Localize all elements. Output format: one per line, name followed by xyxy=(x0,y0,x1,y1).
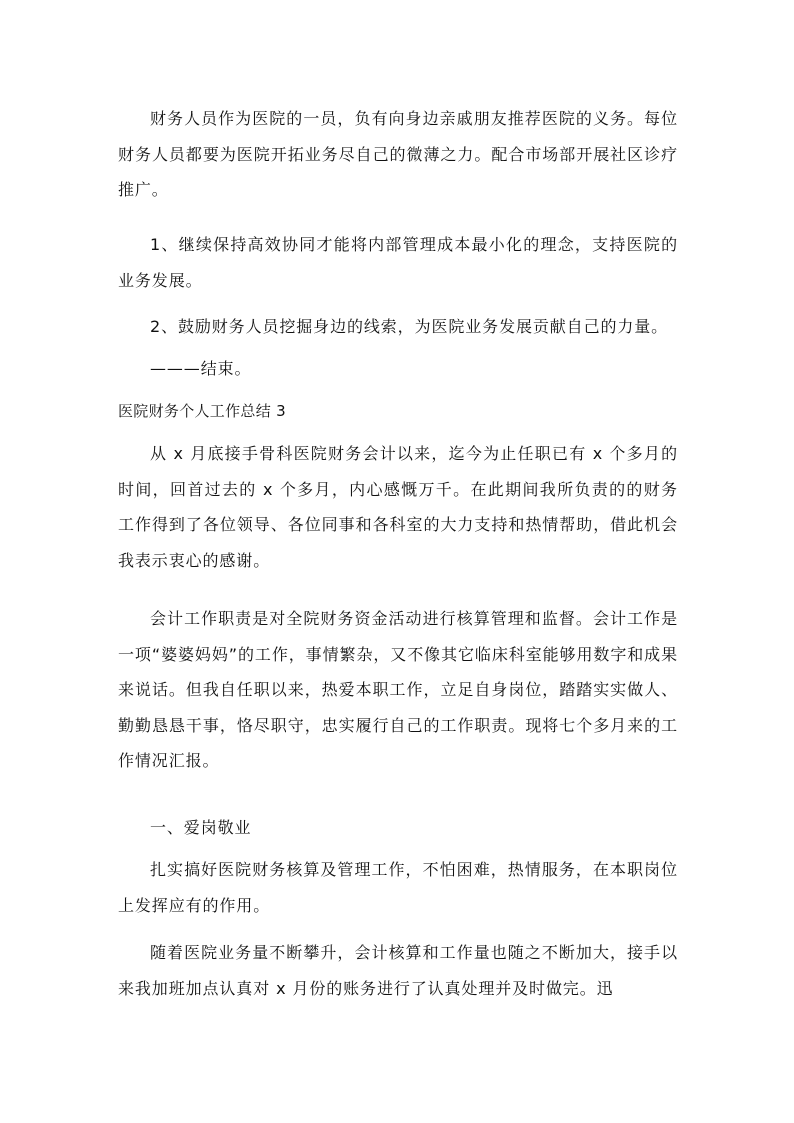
paragraph-5: 会计工作职责是对全院财务资金活动进行核算管理和监督。会计工作是一项“婆婆妈妈”的工作，事情繁杂，又不像其它临床科室能够用数字和成果来说话。但我自任职以来，热爱本职工作，立足自身岗位，踏踏实实做人、勤勤恳恳干事，恪尽职守，忠实履行自己的工作职责。现将七个多月来的工作情况汇报。 xyxy=(118,609,678,770)
paragraph-6: 扎实搞好医院财务核算及管理工作，不怕困难，热情服务，在本职岗位上发挥应有的作用。 xyxy=(118,860,678,915)
subheading-1: 一、爱岗敬业 xyxy=(150,818,252,837)
paragraph-end-mark: ———结束。 xyxy=(150,359,252,378)
paragraph-4: 从 x 月底接手骨科医院财务会计以来，迄今为止任职已有 x 个多月的时间，回首过去的 x 个多月，内心感慨万千。在此期间我所负责的的财务工作得到了各位领导、各位同事和各科室的大力支持和热情帮助，借此机会我表示衷心的感谢。 xyxy=(118,444,678,570)
paragraph-1: 财务人员作为医院的一员，负有向身边亲戚朋友推荐医院的义务。每位财务人员都要为医院开拓业务尽自己的微薄之力。配合市场部开展社区诊疗推广。 xyxy=(118,109,678,199)
section-heading: 医院财务个人工作总结 3 xyxy=(118,402,286,420)
paragraph-2: 1、继续保持高效协同才能将内部管理成本最小化的理念，支持医院的业务发展。 xyxy=(118,235,678,290)
paragraph-7: 随着医院业务量不断攀升，会计核算和工作量也随之不断加大，接手以来我加班加点认真对 x 月份的账务进行了认真处理并及时做完。迅 xyxy=(118,943,678,998)
paragraph-3: 2、鼓励财务人员挖掘身边的线索，为医院业务发展贡献自己的力量。 xyxy=(150,317,669,336)
